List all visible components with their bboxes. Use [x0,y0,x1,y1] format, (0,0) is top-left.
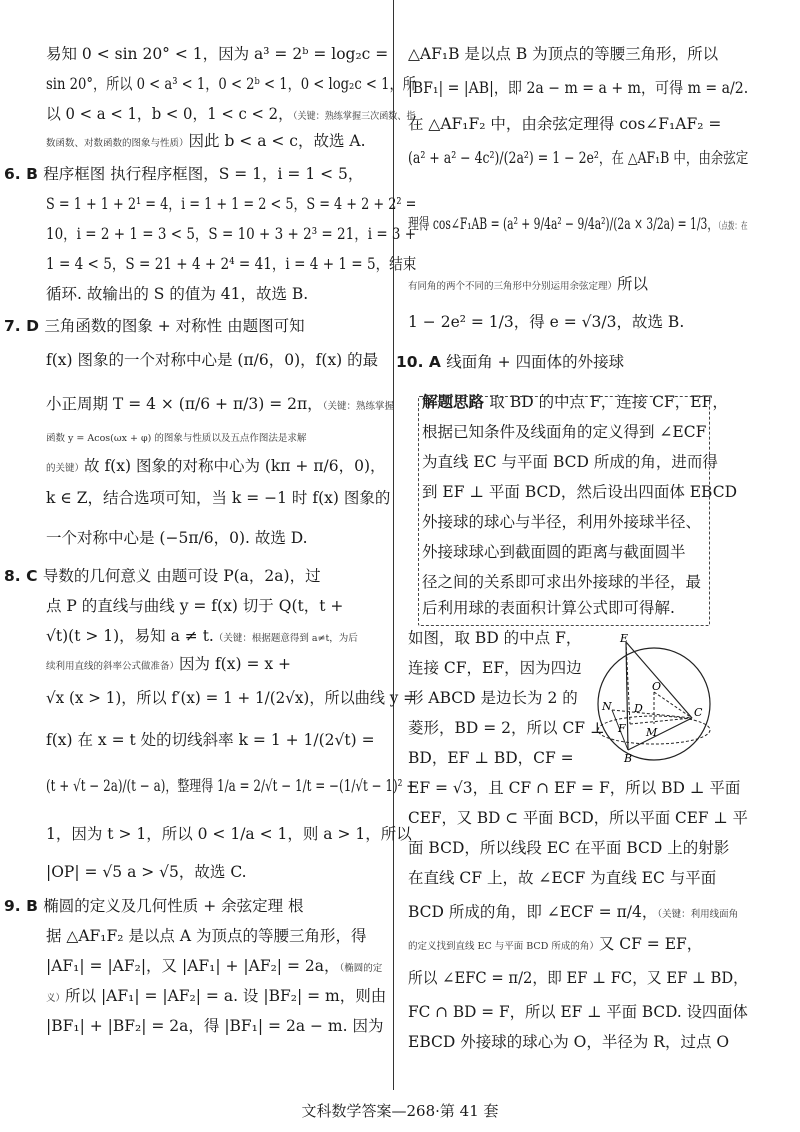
body-text: 所以 ∠EFC = π/2，即 EF ⊥ FC，又 EF ⊥ BD， [408,969,748,987]
body-text: |BF₁| + |BF₂| = 2a，得 |BF₁| = 2a − m. 因为 [46,1017,384,1035]
body-text: 所以 |AF₁| = |AF₂| = a. 设 |BF₂| = m，则由 [65,987,387,1005]
right-text-line [408,868,716,888]
annotation-note: 函数 y = Acos(ωx + φ) 的图象与性质以及五点作图法是求解 [46,433,307,444]
annotation-note: 数函数、对数函数的图象与性质） [46,138,189,149]
body-text: 如图，取 BD 的中点 F， [408,629,582,647]
page-footer: 文科数学答案—268·第 41 套 [301,1102,499,1120]
body-text: 循环. 故输出的 S 的值为 41，故选 B. [46,285,309,303]
body-text: 故 f(x) 图象的对称中心为 (kπ + π/6，0)， [84,457,386,475]
body-text: 连接 CF，EF，因为四边 [408,659,582,677]
question-number: 10. A [396,353,447,371]
body-text: 在 △AF₁F₂ 中，由余弦定理得 cos∠F₁AF₂ = [408,115,722,133]
left-text-line [46,131,366,154]
right-text-line [408,148,748,168]
right-text-line [408,718,605,738]
sphere-tetrahedron-figure [588,632,718,764]
left-text-line [46,626,358,649]
left-text-line [46,394,394,417]
body-text: 所以 [617,275,649,293]
annotation-note: （关键：根据题意得到 a≠t，为后 [213,633,358,644]
annotation-note: （椭圆的定 [339,963,383,974]
right-text-line [408,748,574,768]
right-text-line [408,44,718,64]
body-text: √x (x > 1)，所以 f′(x) = 1 + 1/(2√x)，所以曲线 y = [46,689,416,707]
right-text-line [396,352,624,372]
right-text-line [408,214,748,237]
body-text: CEF，又 BD ⊂ 平面 BCD，所以平面 CEF ⊥ 平 [408,809,748,827]
left-text-line [46,104,416,127]
left-text-line [4,164,363,184]
body-text: 外接球球心到截面圆的距离与截面圆半 [422,543,686,561]
body-text: 到 EF ⊥ 平面 BCD，然后设出四面体 EBCD [422,483,738,501]
right-text-line [408,778,740,798]
right-text-line [408,78,748,98]
figure-label-c: C [694,706,703,719]
left-text-line [46,426,306,449]
solution-idea-box [418,396,710,626]
body-text: 据 △AF₁F₂ 是以点 A 为顶点的等腰三角形，得 [46,927,367,945]
right-text-line [408,1002,748,1022]
body-text: 以 0 < a < 1，b < 0，1 < c < 2， [46,105,293,123]
body-text: 易知 0 < sin 20° < 1，因为 a³ = 2ᵇ = log₂c = [46,45,389,63]
body-text: 一个对称中心是 (−5π/6，0). 故选 D. [46,529,308,547]
body-text: 径之间的关系即可求出外接球的半径，最 [422,573,702,591]
left-text-line [46,654,291,677]
annotation-note: （关键：熟练掌握 [322,401,394,412]
left-text-line [46,528,308,548]
left-text-line [46,986,386,1009]
body-text: |BF₁| = |AB|，即 2a − m = a + m，可得 m = a/2. [408,79,749,97]
body-text: 根据已知条件及线面角的定义得到 ∠ECF [422,423,707,441]
body-text: 三角函数的图象 + 对称性 由题图可知 [44,317,305,335]
right-text-line [408,628,581,648]
body-text: 1，因为 t > 1，所以 0 < 1/a < 1，则 a > 1，所以 [46,825,412,843]
body-text: FC ∩ BD = F，所以 EF ⊥ 平面 BCD. 设四面体 [408,1003,748,1021]
body-text: 椭圆的定义及几何性质 + 余弦定理 根 [43,897,304,915]
solution-idea-heading: 解题思路 [422,393,490,411]
annotation-note: 有同角的两个不同的三角形中分别运用余弦定理） [408,281,618,292]
left-text-line [46,224,416,244]
right-text-line [408,934,702,957]
left-text-line [46,284,308,304]
right-text-line [408,658,582,678]
body-text: EBCD 外接球的球心为 O，半径为 R，过点 O [408,1033,730,1051]
left-text-line [46,862,247,882]
annotation-note: 的关键） [46,463,85,474]
body-text: k ∈ Z，结合选项可知，当 k = −1 时 f(x) 图象的 [46,489,391,507]
left-text-line [46,350,378,370]
right-text-line [408,808,748,828]
left-text-line [46,74,416,94]
body-text: 1 − 2e² = 1/3，得 e = √3/3，故选 B. [408,313,685,331]
right-text-line [408,902,738,925]
right-text-line [408,838,729,858]
left-text-line [4,316,305,336]
body-text: 10，i = 2 + 1 = 3 < 5，S = 10 + 3 + 2³ = 21，i = 3 + [46,225,417,243]
body-text: 小正周期 T = 4 × (π/6 + π/3) = 2π， [46,395,323,413]
right-text-line [408,274,648,297]
right-text-line [408,688,578,708]
figure-label-d: D [634,702,643,715]
body-text: √t)(t > 1)，易知 a ≠ t. [46,627,214,645]
question-number: 8. C [4,567,43,585]
body-text: 1 = 4 < 5，S = 21 + 4 + 2⁴ = 41，i = 4 + 1 = 5，结束 [46,255,417,273]
body-text: 在直线 CF 上，故 ∠ECF 为直线 EC 与平面 [408,869,717,887]
body-text: S = 1 + 1 + 2¹ = 4，i = 1 + 1 = 2 < 5，S = 4 + 2 + 2² = [46,195,417,213]
body-text: f(x) 在 x = t 处的切线斜率 k = 1 + 1/(2√t) = [46,731,375,749]
left-text-line [46,956,382,979]
body-text: sin 20°，所以 0 < a³ < 1，0 < 2ᵇ < 1，0 < log₂c < 1，所 [46,75,416,93]
right-text-line [408,968,748,988]
body-text: BD，EF ⊥ BD，CF = [408,749,574,767]
annotation-note: 的定义找到直线 EC 与平面 BCD 所成的角） [408,941,599,952]
annotation-note: （关键：熟练掌握三次函数、指 [292,111,416,122]
body-text: 菱形，BD = 2，所以 CF ⊥ [408,719,605,737]
body-text: 形 ABCD 是边长为 2 的 [408,689,578,707]
body-text: 后利用球的表面积计算公式即可得解. [422,599,675,617]
right-text-line [408,312,684,332]
column-divider [393,0,394,1090]
body-text: (a² + a² − 4c²)/(2a²) = 1 − 2e²，在 △AF₁B 中，由余弦定 [408,149,749,167]
annotation-note: （关键：利用线面角 [657,909,739,920]
figure-label-f: F [618,722,626,735]
question-number: 6. B [4,165,44,183]
left-text-line [46,44,388,64]
body-text: BCD 所成的角，即 ∠ECF = π/4， [408,903,658,921]
annotation-note: 续利用直线的斜率公式做准备） [46,661,180,672]
left-text-line [46,1016,383,1036]
right-text-line [408,114,721,134]
left-text-line [46,488,390,508]
left-text-line [46,194,416,214]
left-text-line [46,926,366,946]
question-number: 7. D [4,317,45,335]
left-text-line [46,596,343,616]
body-text: 理得 cos∠F₁AB = (a² + 9/4a² − 9/4a²)/(2a × 3/2a) = 1/3， [408,215,719,233]
figure-label-m: M [646,726,658,739]
figure-label-n: N [602,700,612,713]
left-text-line [46,776,416,796]
body-text: △AF₁B 是以点 B 为顶点的等腰三角形，所以 [408,45,719,63]
body-text: 因为 f(x) = x + [179,655,292,673]
figure-label-b: B [624,752,633,764]
left-text-line [4,896,304,916]
left-text-line [46,730,375,750]
body-text: |OP| = √5 a > √5，故选 C. [46,863,247,881]
body-text: 程序框图 执行程序框图，S = 1，i = 1 < 5， [43,165,364,183]
body-text: 导数的几何意义 由题可设 P(a，2a)，过 [42,567,321,585]
body-text: 线面角 + 四面体的外接球 [446,353,625,371]
body-text: 点 P 的直线与曲线 y = f(x) 切于 Q(t，t + [46,597,344,615]
question-number: 9. B [4,897,44,915]
left-text-line [46,688,416,708]
left-text-line [46,254,416,274]
left-text-line [46,824,412,844]
annotation-note: 义） [46,993,66,1004]
figure-label-e: E [620,632,629,645]
body-text: 又 CF = EF， [598,935,703,953]
body-text: 因此 b < a < c，故选 A. [188,132,366,150]
right-text-line [408,1032,729,1052]
body-text: f(x) 图象的一个对称中心是 (π/6，0)，f(x) 的最 [46,351,379,369]
body-text: 取 BD 的中点 F，连接 CF，EF， [489,393,728,411]
left-text-line [4,566,321,586]
annotation-note: （点拨：在 [718,221,748,232]
body-text: 外接球的球心与半径，利用外接球半径、 [422,513,702,531]
body-text: |AF₁| = |AF₂|，又 |AF₁| + |AF₂| = 2a， [46,957,340,975]
body-text: 面 BCD，所以线段 EC 在平面 BCD 上的射影 [408,839,730,857]
body-text: (t + √t − 2a)/(t − a)，整理得 1/a = 2/√t − 1/t = −(1/√t − 1)² + [46,777,417,795]
body-text: EF = √3，且 CF ∩ EF = F，所以 BD ⊥ 平面 [408,779,741,797]
body-text: 为直线 EC 与平面 BCD 所成的角，进而得 [422,453,718,471]
figure-label-o: O [652,680,662,693]
left-text-line [46,456,386,479]
